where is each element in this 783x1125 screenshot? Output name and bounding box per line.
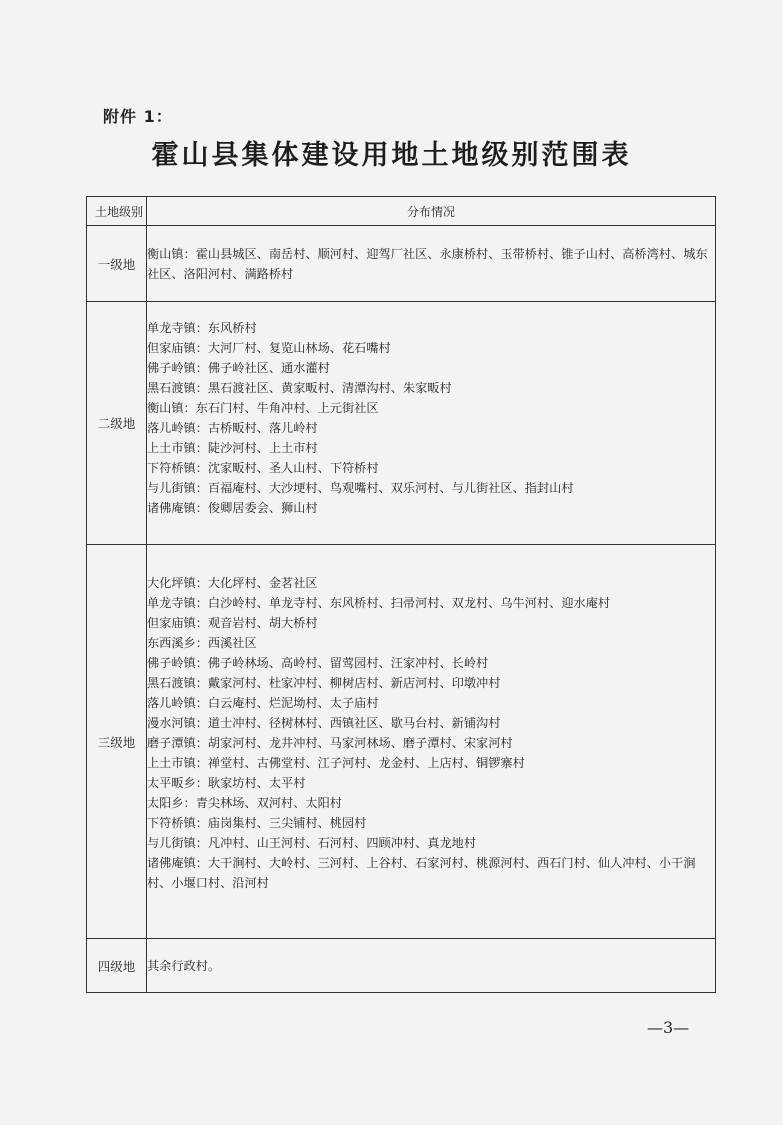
distribution-line: 上土市镇：禅堂村、古佛堂村、江子河村、龙金村、上店村、铜锣寨村 — [147, 756, 525, 770]
distribution-line: 黑石渡镇：戴家河村、杜家冲村、柳树店村、新店河村、印墩冲村 — [147, 676, 501, 690]
distribution-line: 黑石渡镇：黑石渡社区、黄家畈村、清潭沟村、朱家畈村 — [147, 381, 452, 395]
distribution-line: 太平畈乡：耿家坊村、太平村 — [147, 776, 306, 790]
distribution-line: 但家庙镇：大河厂村、复览山林场、花石嘴村 — [147, 341, 391, 355]
distribution-cell — [147, 302, 716, 545]
page-number: —3— — [647, 1018, 690, 1037]
distribution-line: 与儿街镇：凡冲村、山王河村、石河村、四顾冲村、真龙地村 — [147, 836, 477, 850]
distribution-line: 佛子岭镇：佛子岭林场、高岭村、留莺园村、汪家冲村、长岭村 — [147, 656, 489, 670]
distribution-line: 与儿街镇：百福庵村、大沙埂村、鸟观嘴村、双乐河村、与儿街社区、指封山村 — [147, 481, 574, 495]
distribution-line: 诸佛庵镇：大干涧村、大岭村、三河村、上谷村、石家河村、桃源河村、西石门村、仙人冲村、小干涧村、小堰口村、沿河村 — [147, 856, 696, 890]
grade-label: 二级地 — [87, 302, 147, 545]
attachment-label: 附件 1： — [103, 107, 173, 126]
table-row — [87, 545, 716, 939]
table-row — [87, 226, 716, 302]
table-row — [87, 939, 716, 993]
table-row — [87, 302, 716, 545]
distribution-line: 衡山镇：东石门村、牛角冲村、上元街社区 — [147, 401, 379, 415]
distribution-line: 诸佛庵镇：俊卿居委会、狮山村 — [147, 501, 318, 515]
distribution-line: 但家庙镇：观音岩村、胡大桥村 — [147, 616, 318, 630]
distribution-cell — [147, 226, 716, 302]
distribution-line: 佛子岭镇：佛子岭社区、通水灌村 — [147, 361, 330, 375]
distribution-line: 衡山镇：霍山县城区、南岳村、顺河村、迎驾厂社区、永康桥村、玉带桥村、锥子山村、高桥湾村、城东社区、洛阳河村、满路桥村 — [147, 246, 708, 281]
distribution-cell — [147, 545, 716, 939]
table-header-row — [87, 197, 716, 226]
distribution-line: 单龙寺镇：东风桥村 — [147, 321, 257, 335]
grade-label: 一级地 — [87, 226, 147, 302]
distribution-line: 下符桥镇：庙岗集村、三尖铺村、桃园村 — [147, 816, 367, 830]
distribution-line: 太阳乡：青尖林场、双河村、太阳村 — [147, 796, 342, 810]
distribution-cell — [147, 939, 716, 993]
distribution-line: 上土市镇：陡沙河村、上土市村 — [147, 441, 318, 455]
page-title: 霍山县集体建设用地土地级别范围表 — [151, 140, 632, 171]
distribution-line: 大化坪镇：大化坪村、金茗社区 — [147, 576, 318, 590]
grade-label: 四级地 — [87, 939, 147, 993]
distribution-line: 落儿岭镇：古桥畈村、落儿岭村 — [147, 421, 318, 435]
header-distribution: 分布情况 — [147, 197, 716, 226]
distribution-line: 下符桥镇：沈家畈村、圣人山村、下符桥村 — [147, 461, 379, 475]
land-grade-table — [86, 196, 716, 993]
distribution-line: 落儿岭镇：白云庵村、烂泥坳村、太子庙村 — [147, 696, 379, 710]
header-level: 土地级别 — [87, 197, 147, 226]
distribution-line: 磨子潭镇：胡家河村、龙井冲村、马家河林场、磨子潭村、宋家河村 — [147, 736, 513, 750]
distribution-line: 东西溪乡：西溪社区 — [147, 636, 257, 650]
distribution-line: 单龙寺镇：白沙岭村、单龙寺村、东风桥村、扫帚河村、双龙村、乌牛河村、迎水庵村 — [147, 596, 611, 610]
grade-label: 三级地 — [87, 545, 147, 939]
distribution-line: 其余行政村。 — [147, 958, 221, 973]
distribution-line: 漫水河镇：道士冲村、径树林村、西镇社区、歇马台村、新铺沟村 — [147, 716, 501, 730]
